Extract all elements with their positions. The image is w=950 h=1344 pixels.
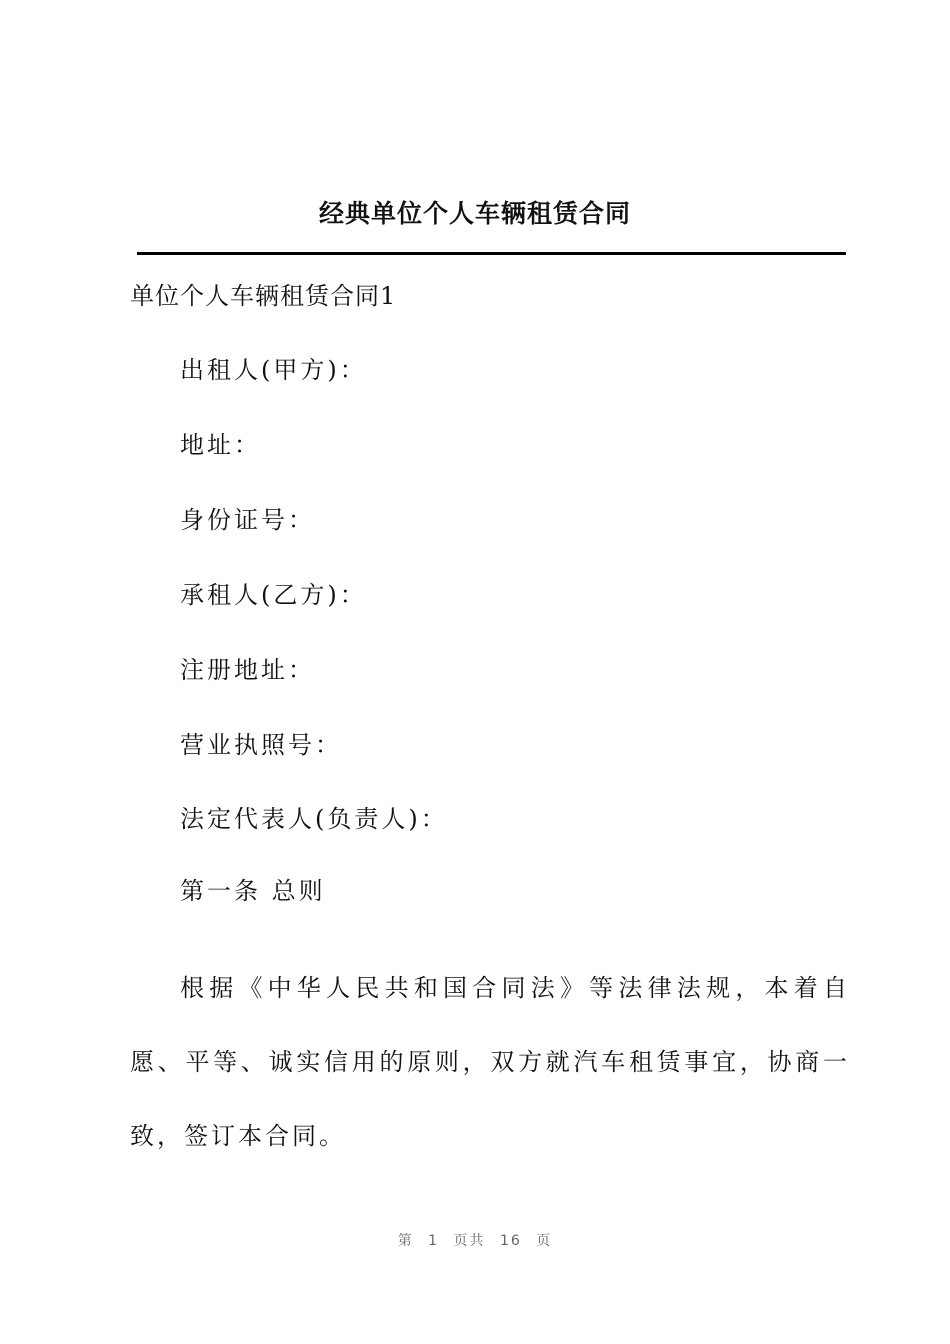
footer-suffix: 页 xyxy=(536,1233,553,1249)
lessor-label: 出租人(甲方)： xyxy=(180,356,367,384)
page-footer xyxy=(0,1230,950,1250)
footer-middle: 页共 xyxy=(453,1233,486,1249)
business-license-label: 营业执照号： xyxy=(180,731,342,759)
article-one-paragraph: 根据《中华人民共和国合同法》等法律法规，本着自愿、平等、诚实信用的原则，双方就汽车租赁事宜，协商一致，签订本合同。 xyxy=(130,974,850,1150)
address-label: 地址： xyxy=(180,431,261,459)
contract-heading: 单位个人车辆租赁合同1 xyxy=(130,282,397,310)
footer-page-number: 1 xyxy=(428,1233,440,1249)
registered-address-label: 注册地址： xyxy=(180,656,315,684)
footer-total-pages: 16 xyxy=(500,1233,522,1249)
title-underline xyxy=(137,252,846,255)
document-title: 经典单位个人车辆租赁合同 xyxy=(318,199,631,228)
legal-representative-label: 法定代表人(负责人)： xyxy=(180,805,448,833)
lessee-label: 承租人(乙方)： xyxy=(180,581,367,609)
article-one-heading: 第一条 总则 xyxy=(180,877,326,905)
id-number-label: 身份证号： xyxy=(180,506,315,534)
footer-prefix: 第 xyxy=(397,1233,414,1249)
